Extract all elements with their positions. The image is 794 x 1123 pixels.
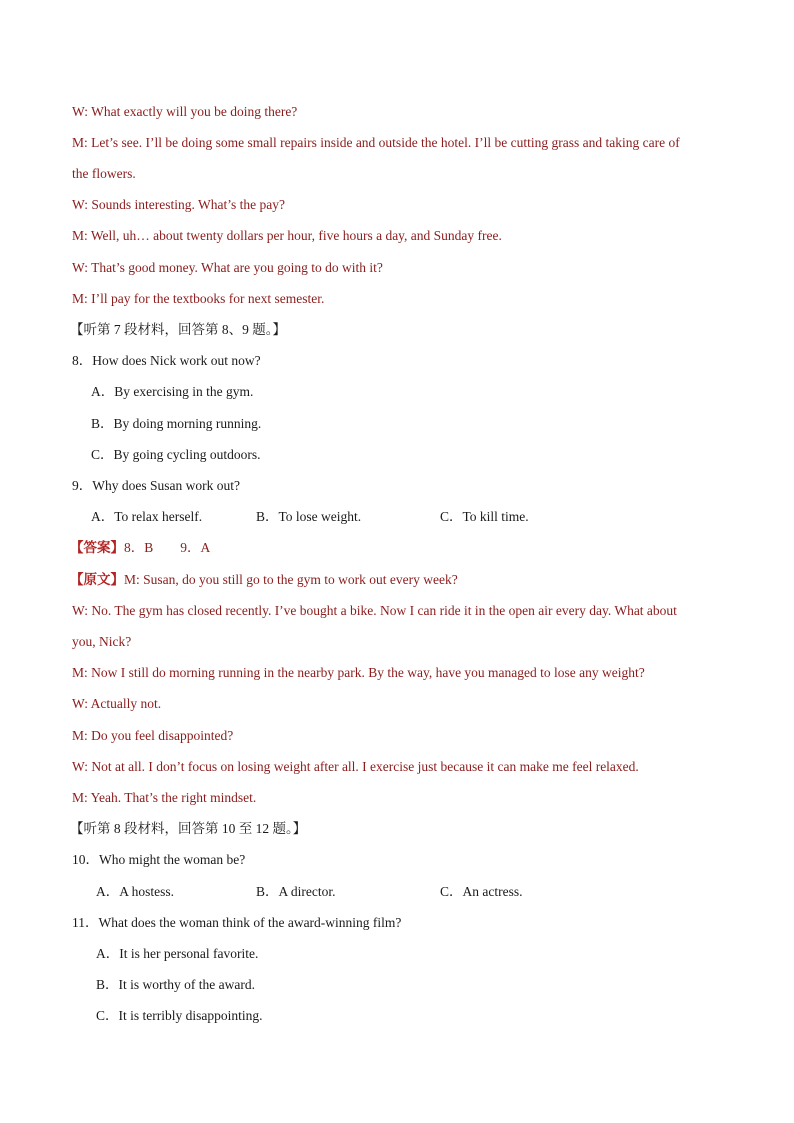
dialog-line: M: I’ll pay for the textbooks for next semester. — [72, 291, 325, 306]
option-10b: B．A director. — [256, 884, 336, 899]
transcript-line: W: Actually not. — [72, 696, 162, 711]
dialog-line: W: What exactly will you be doing there? — [72, 104, 298, 119]
question-8: 8．How does Nick work out now? — [72, 353, 261, 368]
transcript-text: M: Susan, do you still go to the gym to work out every week? — [124, 572, 458, 587]
question-10: 10．Who might the woman be? — [72, 852, 246, 867]
dialog-line: W: Sounds interesting. What’s the pay? — [72, 197, 285, 212]
question-9: 9．Why does Susan work out? — [72, 478, 240, 493]
transcript-first-line — [70, 571, 458, 589]
option-10a: A．A hostess. — [96, 884, 175, 899]
option-11c: C．It is terribly disappointing. — [96, 1008, 263, 1023]
answer-text: 8．B 9．A — [124, 540, 211, 555]
transcript-line: W: No. The gym has closed recently. I’ve bought a bike. Now I can ride it in the open air every day. What about — [72, 603, 677, 618]
dialog-line: M: Let’s see. I’ll be doing some small repairs inside and outside the hotel. I’ll be cutting grass and taking care of — [72, 135, 680, 150]
option-9c: C．To kill time. — [440, 509, 529, 524]
dialog-line: W: That’s good money. What are you going to do with it? — [72, 260, 383, 275]
transcript-line: M: Do you feel disappointed? — [72, 728, 234, 743]
transcript-line: M: Yeah. That’s the right mindset. — [72, 790, 257, 805]
option-8c: C．By going cycling outdoors. — [91, 447, 261, 462]
transcript-line: M: Now I still do morning running in the nearby park. By the way, have you managed to lose any weight? — [72, 665, 645, 680]
option-9a: A．To relax herself. — [91, 509, 203, 524]
transcript-line: you, Nick? — [72, 634, 132, 649]
option-8b: B．By doing morning running. — [91, 416, 262, 431]
transcript-line: W: Not at all. I don’t focus on losing weight after all. I exercise just because it can make me feel relaxed. — [72, 759, 639, 774]
option-8a: A．By exercising in the gym. — [91, 384, 254, 399]
section-header: 【听第 7 段材料，回答第 8、9 题。】 — [70, 322, 286, 337]
dialog-line: the flowers. — [72, 166, 136, 181]
answer-tag: 【答案】 — [70, 540, 124, 555]
question-11: 11．What does the woman think of the award-winning film? — [72, 915, 402, 930]
option-9b: B．To lose weight. — [256, 509, 362, 524]
section-header: 【听第 8 段材料，回答第 10 至 12 题。】 — [70, 821, 307, 836]
option-11b: B．It is worthy of the award. — [96, 977, 255, 992]
transcript-tag: 【原文】 — [70, 572, 124, 587]
option-10c: C．An actress. — [440, 884, 523, 899]
dialog-line: M: Well, uh… about twenty dollars per hour, five hours a day, and Sunday free. — [72, 228, 502, 243]
answer-line — [70, 539, 210, 557]
option-11a: A．It is her personal favorite. — [96, 946, 259, 961]
